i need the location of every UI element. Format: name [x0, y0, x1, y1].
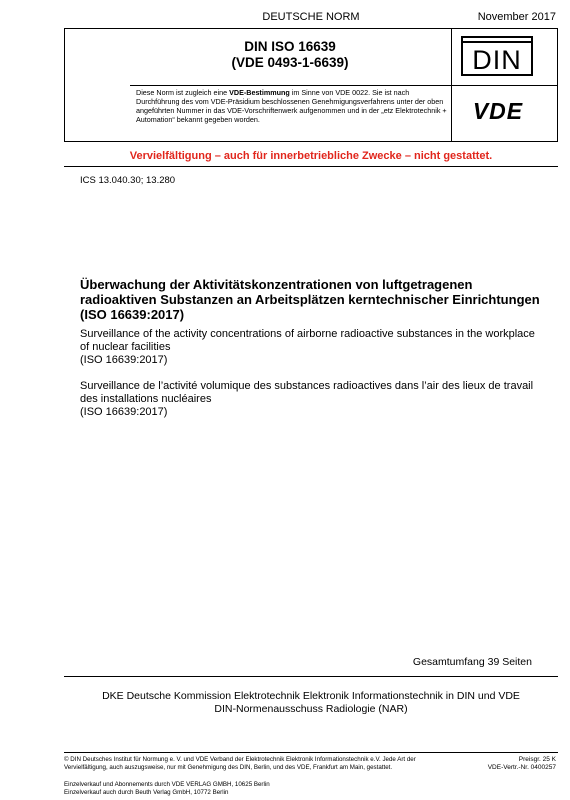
- committee-line-1: DKE Deutsche Kommission Elektrotechnik Elektronik Informationstechnik in DIN und VDE: [102, 690, 520, 702]
- vde-note-before: Diese Norm ist zugleich eine: [136, 88, 230, 97]
- french-title: Surveillance de l’activité volumique des substances radioactives dans l’air des lieux de travail des installations nucléaires: [80, 380, 534, 405]
- vde-logo: VDE: [472, 98, 524, 124]
- french-title-ref: (ISO 16639:2017): [80, 406, 168, 418]
- footer-separator: [64, 752, 558, 753]
- din-logo: [461, 36, 533, 76]
- vde-note-after: im Sinne von VDE 0022. Sie ist nach Durchführung des vom VDE-Präsidium beschlossenen Genehmigungsverfahrens unter der oben angeführten Nummer in das VDE-Vorschriftenwerk aufgenommen und in der „etz Elektrotechnik + Automation“ bekannt gegeben worden.: [136, 88, 447, 124]
- standard-number: DIN ISO 16639: [244, 39, 336, 54]
- vde-number: (VDE 0493-1-6639): [231, 55, 349, 70]
- price-group: Preisgr. 25 K: [518, 756, 556, 763]
- din-logo-graphic: [461, 36, 533, 76]
- warning-separator: [64, 166, 558, 167]
- reproduction-warning: Vervielfältigung – auch für innerbetriebliche Zwecke – nicht gestattet.: [129, 150, 493, 162]
- order-number: VDE-Vertr.-Nr. 0400257: [487, 764, 556, 771]
- doc-type: DEUTSCHE NORM: [262, 11, 360, 23]
- vde-note-bold: VDE-Bestimmung: [229, 88, 290, 97]
- doc-date: November 2017: [477, 11, 556, 23]
- din-logo-text: DIN: [472, 45, 522, 75]
- german-title: Überwachung der Aktivitätskonzentrationen von luftgetragenen radioaktiven Substanzen an Arbeitsplätzen kerntechnischer Einrichtungen (ISO 16639:2017): [80, 277, 540, 322]
- vde-note: [136, 88, 448, 124]
- ics-code: ICS 13.040.30; 13.280: [80, 175, 176, 186]
- total-pages: Gesamtumfang 39 Seiten: [412, 656, 532, 668]
- sales-note-2: Einzelverkauf auch durch Beuth Verlag GmbH, 10772 Berlin: [64, 789, 229, 796]
- copyright-notice: © DIN Deutsches Institut für Normung e. V. und VDE Verband der Elektrotechnik Elektronik Informationstechnik e.V. Jede Art der Vervielfältigung, auch auszugsweise, nur mit Genehmigung des DIN, Berlin, und des VDE, Frankfurt am Main, gestattet.: [64, 756, 416, 771]
- english-title: Surveillance of the activity concentrations of airborne radioactive substances in the workplace of nuclear facilities: [80, 328, 535, 353]
- committee-separator: [64, 676, 558, 677]
- english-title-ref: (ISO 16639:2017): [80, 354, 168, 366]
- sales-note-1: Einzelverkauf und Abonnements durch VDE VERLAG GMBH, 10625 Berlin: [64, 781, 270, 788]
- committee-line-2: DIN-Normenausschuss Radiologie (NAR): [214, 703, 408, 715]
